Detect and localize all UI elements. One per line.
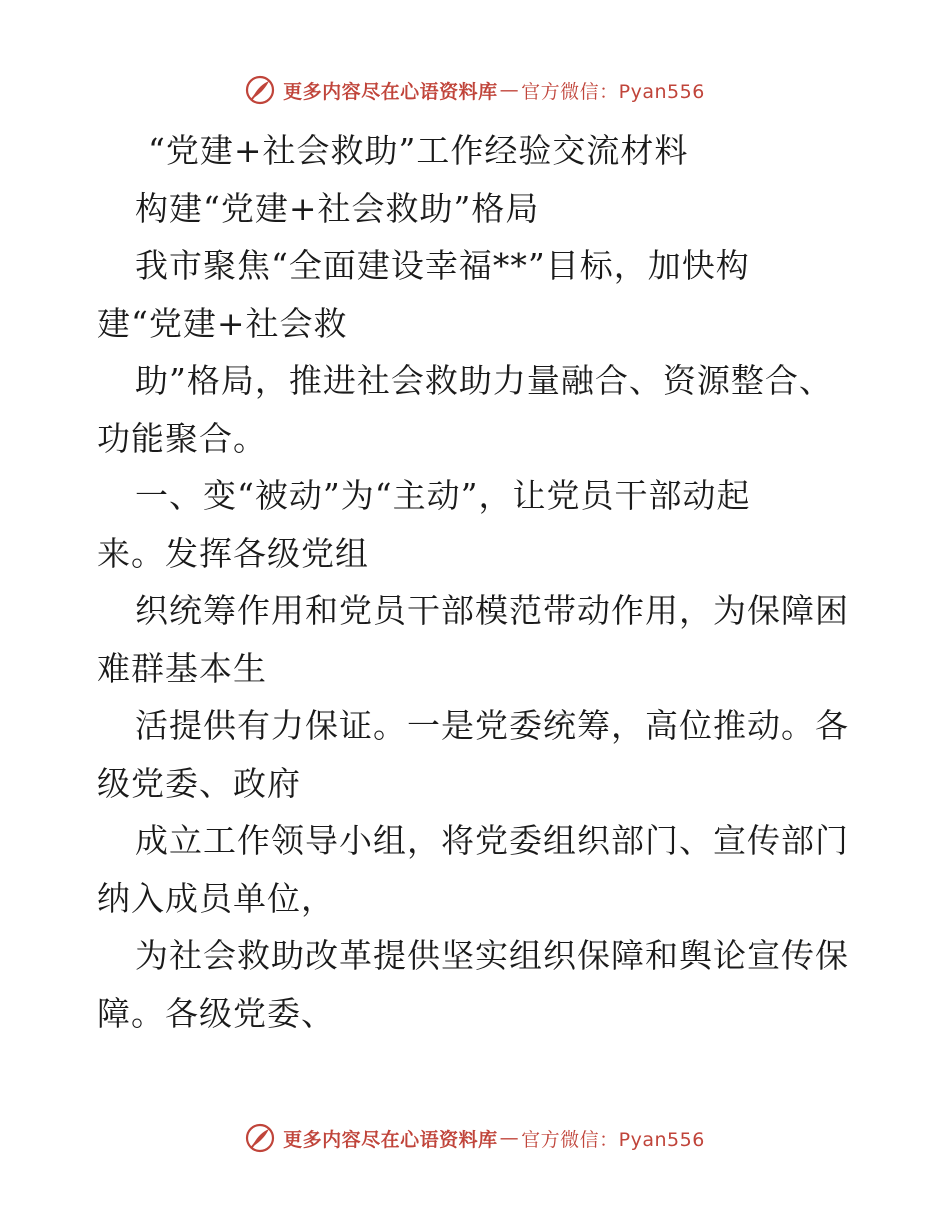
doc-line: 功能聚合。 <box>97 418 267 458</box>
doc-line: 活提供有力保证。一是党委统筹，高位推动。各 <box>135 706 849 745</box>
doc-line: 成立工作领导小组，将党委组织部门、宣传部门 <box>135 821 849 860</box>
doc-line: 障。各级党委、 <box>97 993 335 1033</box>
footer-brand: 更多内容尽在心语资料库 <box>283 1128 498 1151</box>
doc-line: 我市聚焦“全面建设幸福**”目标，加快构 <box>135 246 750 285</box>
doc-line: 一、变“被动”为“主动”，让党员干部动起 <box>135 476 751 515</box>
doc-line: 为社会救助改革提供坚实组织保障和舆论宣传保 <box>135 936 849 975</box>
doc-line: 助”格局，推进社会救助力量融合、资源整合、 <box>135 361 833 400</box>
document-body <box>97 122 857 1042</box>
doc-line: 织统筹作用和党员干部模范带动作用，为保障困 <box>135 591 849 630</box>
header-wechat: 官方微信：Pyan556 <box>521 80 705 103</box>
header-dash: — <box>499 79 520 101</box>
doc-line: 级党委、政府 <box>97 763 301 803</box>
header-brand: 更多内容尽在心语资料库 <box>283 80 498 103</box>
header-watermark <box>0 70 950 110</box>
quill-logo-icon <box>245 75 275 105</box>
doc-line: 建“党建+社会救 <box>97 303 348 343</box>
footer-watermark <box>0 1118 950 1158</box>
quill-logo-icon <box>245 1123 275 1153</box>
footer-dash: — <box>499 1127 520 1149</box>
doc-title: “党建+社会救助”工作经验交流材料 <box>148 131 689 170</box>
doc-line: 纳入成员单位， <box>97 878 335 918</box>
doc-subtitle: 构建“党建+社会救助”格局 <box>135 188 540 228</box>
doc-line: 难群基本生 <box>97 648 267 688</box>
doc-line: 来。发挥各级党组 <box>97 533 369 573</box>
footer-wechat: 官方微信：Pyan556 <box>521 1128 705 1151</box>
